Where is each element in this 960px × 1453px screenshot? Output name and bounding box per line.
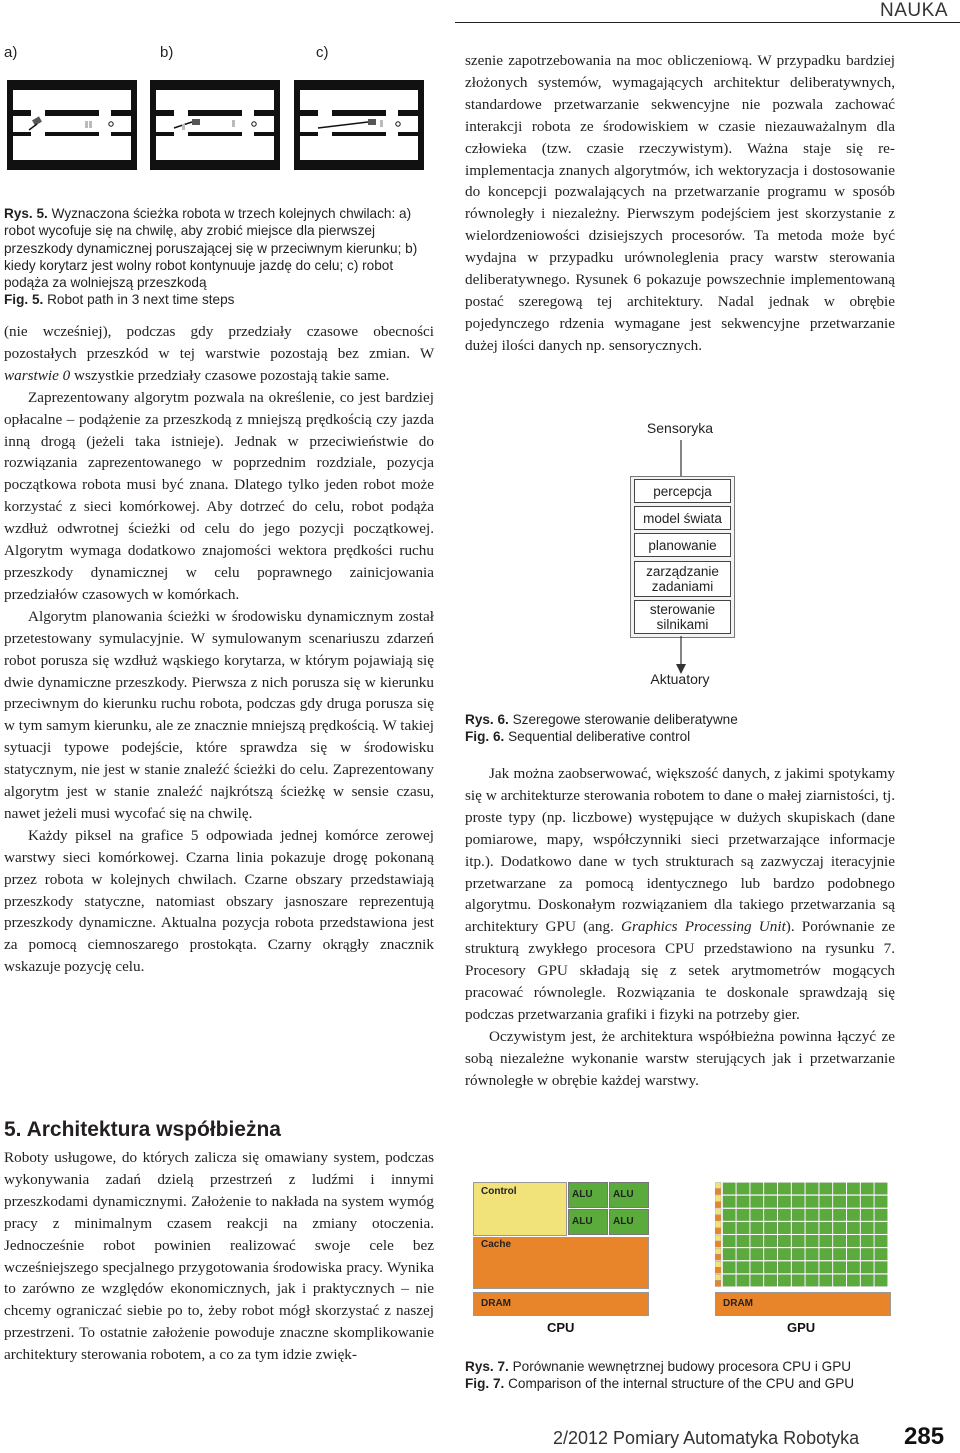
gpu-alu-cell <box>833 1196 845 1208</box>
gpu-alu-cell <box>723 1262 735 1274</box>
gpu-control-cell <box>715 1183 721 1189</box>
cpu-label: CPU <box>547 1320 575 1335</box>
header-rule <box>455 22 960 23</box>
gpu-alu-cell <box>861 1183 873 1195</box>
left-column-lower <box>4 1147 434 1366</box>
gpu-alu-cell <box>847 1275 859 1287</box>
paragraph-text: Jak można zaobserwować, większość danych, z jakimi spotykamy się w architekturze sterowania robotem to dane o małej ziarnistości, tj. proste typy (np. liczbowe) występujące w dużych skupiskach (dane pomiarowe, mapy, współczynniki sieci przetwarzające informacje itp.). Dodatkowo dane w tych strukturach są zazwyczaj iteracyjnie przetwarzane za pomocą identycznego lub bardzo podobnego algorytmu. Doskonałym rozwiązaniem dla takiego przetwarzania są architektury GPU (ang. <box>465 765 895 936</box>
gpu-alu-cell <box>792 1275 804 1287</box>
gpu-control-cell <box>715 1235 721 1241</box>
fig5-label-b: b) <box>160 44 174 61</box>
gpu-alu-cell <box>723 1209 735 1221</box>
gpu-alu-cell <box>751 1262 763 1274</box>
gpu-alu-cell <box>833 1275 845 1287</box>
cpu-alu-label: ALU <box>613 1216 634 1227</box>
fig6-caption-pl-label: Rys. 6. <box>465 712 509 727</box>
gpu-alu-cell <box>792 1183 804 1195</box>
gpu-alu-cell <box>751 1235 763 1247</box>
italic-term: Graphics Processing Unit <box>621 918 786 936</box>
gpu-alu-cell <box>875 1196 887 1208</box>
gpu-alu-cell <box>737 1209 749 1221</box>
gpu-alu-cell <box>806 1209 818 1221</box>
paragraph-text: ). Porównanie ze strukturą zwykłego procesora CPU przedstawiono na rysunku 7. Procesory GPU składają się z setek arytmometrów mogących pracować równolegle. Rozwiązania te doskonale sprawdzają się podczas przetwarzania grafiki i fizyki na potrzeby gier. <box>465 918 895 1023</box>
gpu-alu-cell <box>875 1262 887 1274</box>
fig6-caption-en-label: Fig. 6. <box>465 729 505 745</box>
gpu-alu-cell <box>875 1222 887 1234</box>
right-column-lower <box>465 763 895 1092</box>
left-column-upper <box>4 321 434 978</box>
fig5-panel-a <box>7 80 137 170</box>
gpu-alu-cell <box>737 1196 749 1208</box>
gpu-alu-cell <box>723 1222 735 1234</box>
gpu-alu-cell <box>792 1235 804 1247</box>
gpu-alu-cell <box>764 1209 776 1221</box>
gpu-alu-cell <box>833 1248 845 1260</box>
sensors-label: Sensoryka <box>646 420 714 436</box>
gpu-alu-cell <box>820 1196 832 1208</box>
gpu-alu-cell <box>723 1235 735 1247</box>
gpu-alu-cell <box>861 1248 873 1260</box>
fig6-caption <box>465 711 895 746</box>
gpu-alu-cell <box>737 1275 749 1287</box>
gpu-alu-cell <box>737 1262 749 1274</box>
gpu-alu-cell <box>778 1222 790 1234</box>
gpu-alu-cell <box>806 1222 818 1234</box>
gpu-cache-cell <box>715 1215 721 1221</box>
gpu-alu-cell <box>820 1275 832 1287</box>
gpu-alu-cell <box>847 1235 859 1247</box>
gpu-alu-cell <box>737 1183 749 1195</box>
gpu-alu-cell <box>778 1248 790 1260</box>
gpu-alu-cell <box>806 1248 818 1260</box>
fig6-caption-en: Sequential deliberative control <box>508 729 691 745</box>
paragraph: szenie zapotrzebowania na moc obliczeniową. W przypadku bardziej złożonych systemów, wymagających architektur deliberatywnych, standardowe przetwarzanie sekwencyjne nie pozwala zachować interakcji robota ze środowiskiem w czasie niezauważalnym dla człowieka (tzw. czasie rzeczywistym). Ważna staje się re-implementacja znanych algorytmów, ich wektoryzacja i dostosowanie do koncepcji pozwalających na przetwarzanie programu w sposób równoległy i niezależny. Pierwszym podejściem jest skorzystanie z wielordzeniowości dzisiejszych procesorów. Ta metoda może być wydajna w przypadku urównoleglenia pracy warstw sterowania deliberatywnego. Rysunek 6 pokazuje powszechnie implementowaną postać szeregową tej architektury. Nadal jednak w obrębie pojedynczego rdzenia wymagane jest sekwencyjne przetwarzanie dużej ilości danych np. sensorycznych. <box>465 52 895 354</box>
gpu-label: GPU <box>787 1320 816 1335</box>
gpu-alu-cell <box>806 1183 818 1195</box>
gpu-alu-cell <box>875 1209 887 1221</box>
gpu-cache-cell <box>715 1267 721 1273</box>
gpu-alu-cell <box>820 1183 832 1195</box>
gpu-alu-cell <box>820 1222 832 1234</box>
gpu-alu-cell <box>820 1235 832 1247</box>
section-title: 5. Architektura współbieżna <box>4 1118 281 1141</box>
gpu-alu-cell <box>751 1248 763 1260</box>
fig7-caption-en-label: Fig. 7. <box>465 1376 505 1392</box>
paragraph <box>465 763 895 1026</box>
fig6-box-planning: planowanie <box>634 533 731 557</box>
gpu-alu-cell <box>833 1222 845 1234</box>
footer-journal: 2/2012 Pomiary Automatyka Robotyka <box>553 1428 860 1448</box>
gpu-alu-cell <box>861 1235 873 1247</box>
cpu-alu-label: ALU <box>613 1189 634 1200</box>
cpu-dram-label: DRAM <box>481 1298 511 1309</box>
gpu-alu-cell <box>833 1235 845 1247</box>
gpu-alu-cell <box>792 1222 804 1234</box>
gpu-cache-cell <box>715 1280 721 1286</box>
gpu-alu-cell <box>833 1183 845 1195</box>
gpu-alu-cell <box>764 1235 776 1247</box>
fig5-caption-pl: Wyznaczona ścieżka robota w trzech kolejnych chwilach: a) robot wycofuje się na chwilę, aby zrobić miejsce dla pierwszej przeszkody dynamicznej poruszającej się w przeciwnym kierunku; b) kiedy korytarz jest wolny robot kontynuuje jazdę do celu; c) robot podąża za wolniejszą przeszkodą <box>4 206 418 291</box>
fig5-caption-en-label: Fig. 5. <box>4 292 44 308</box>
italic-term: warstwie 0 <box>4 366 71 384</box>
fig6-box-motor-control: sterowanie silnikami <box>634 600 731 634</box>
gpu-alu-cell <box>751 1275 763 1287</box>
fig5-panel-c <box>294 80 424 170</box>
fig7-caption <box>465 1358 895 1393</box>
paragraph <box>4 321 434 387</box>
gpu-alu-cell <box>792 1248 804 1260</box>
gpu-cache-cell <box>715 1254 721 1260</box>
gpu-alu-cell <box>723 1275 735 1287</box>
fig6-box-world-model: model świata <box>634 506 731 530</box>
gpu-alu-cell <box>778 1209 790 1221</box>
right-column-upper <box>465 50 895 357</box>
gpu-alu-cell <box>847 1222 859 1234</box>
gpu-control-cell <box>715 1196 721 1202</box>
gpu-alu-cell <box>751 1222 763 1234</box>
gpu-alu-cell <box>820 1248 832 1260</box>
gpu-control-cell <box>715 1248 721 1254</box>
gpu-alu-cell <box>778 1235 790 1247</box>
actuators-label: Aktuatory <box>650 671 710 687</box>
gpu-control-cell <box>715 1261 721 1267</box>
gpu-alu-cell <box>778 1275 790 1287</box>
fig5-caption-en: Robot path in 3 next time steps <box>47 292 235 308</box>
gpu-alu-cell <box>875 1248 887 1260</box>
gpu-cache-cell <box>715 1189 721 1195</box>
gpu-alu-cell <box>778 1262 790 1274</box>
gpu-alu-cell <box>861 1275 873 1287</box>
gpu-alu-cell <box>764 1262 776 1274</box>
fig6-box-percepcja: percepcja <box>634 479 731 503</box>
fig7-gpu-diagram <box>715 1182 895 1337</box>
gpu-alu-cell <box>737 1235 749 1247</box>
fig6-diagram <box>620 420 750 700</box>
cpu-alu-label: ALU <box>572 1189 593 1200</box>
cpu-cache-label: Cache <box>481 1239 512 1250</box>
gpu-control-cell <box>715 1222 721 1228</box>
page-number: 285 <box>904 1423 945 1450</box>
gpu-cache-cell <box>715 1241 721 1247</box>
paragraph: Każdy piksel na grafice 5 odpowiada jednej komórce zerowej warstwy sieci komórkowej. Czarna linia pokazuje drogę pokonaną przez robota w kolejnych chwilach. Czarne obszary przedstawiają przeszkody statyczne, natomiast obszary jasnoszare reprezentują przeszkody dynamiczne. Aktualna pozycja robota przedstawiona jest za pomocą ciemnoszarego prostokąta. Czarny okrągły znacznik wskazuje pozycję celu. <box>4 826 434 976</box>
fig5-panel-b <box>150 80 280 170</box>
gpu-cache-cell <box>715 1202 721 1208</box>
gpu-alu-cell <box>847 1262 859 1274</box>
gpu-core-grid <box>715 1182 890 1287</box>
fig7-caption-pl: Porównanie wewnętrznej budowy procesora CPU i GPU <box>512 1359 852 1374</box>
gpu-alu-cell <box>792 1262 804 1274</box>
gpu-alu-cell <box>806 1196 818 1208</box>
gpu-alu-cell <box>764 1183 776 1195</box>
paragraph: Zaprezentowany algorytm pozwala na określenie, co jest bardziej opłacalne – podążenie za przeszkodą z mniejszą prędkością czy jazda inną drogą (jeżeli taka istnieje). Jednak w przeciwieństwie do rozwiązania zaprezentowanego w poprzednim rozdziale, pozycja początkowa robota musi być znana. Dlatego tylko jeden robot może korzystać z sieci komórkowej. Aby dotrzeć do celu, robot podąża wzdłuż odwrotnej ścieżki od celu do jego pozycji początkowej. Algorytm wymaga dodatkowo znajomości wektora prędkości ruchu przeszkody dynamicznej w celu poprawnego zainicjowania przedziałów czasowych w komórkach. <box>4 388 434 603</box>
gpu-alu-cell <box>847 1196 859 1208</box>
gpu-alu-cell <box>737 1248 749 1260</box>
fig5-label-a: a) <box>4 44 18 61</box>
gpu-control-cell <box>715 1209 721 1215</box>
gpu-alu-cell <box>806 1275 818 1287</box>
gpu-alu-cell <box>820 1209 832 1221</box>
gpu-alu-cell <box>751 1196 763 1208</box>
gpu-alu-cell <box>792 1209 804 1221</box>
gpu-alu-cell <box>764 1222 776 1234</box>
paragraph: Oczywistym jest, że architektura współbieżna powinna łączyć ze sobą niezależne wykonanie warstw sterujących jak i przetwarzanie równoległe w obrębie każdej warstwy. <box>465 1027 895 1089</box>
gpu-alu-cell <box>806 1235 818 1247</box>
gpu-alu-cell <box>751 1209 763 1221</box>
gpu-alu-cell <box>847 1248 859 1260</box>
gpu-alu-cell <box>764 1275 776 1287</box>
gpu-alu-cell <box>875 1183 887 1195</box>
fig5-caption <box>4 205 434 309</box>
gpu-alu-cell <box>737 1222 749 1234</box>
gpu-alu-cell <box>833 1209 845 1221</box>
gpu-alu-cell <box>847 1209 859 1221</box>
gpu-alu-cell <box>861 1262 873 1274</box>
fig5-label-c: c) <box>316 44 329 61</box>
cpu-alu-label: ALU <box>572 1216 593 1227</box>
gpu-alu-cell <box>723 1248 735 1260</box>
fig7-caption-en: Comparison of the internal structure of the CPU and GPU <box>508 1376 855 1392</box>
gpu-alu-cell <box>820 1262 832 1274</box>
fig7-caption-pl-label: Rys. 7. <box>465 1359 509 1374</box>
gpu-alu-cell <box>806 1262 818 1274</box>
paragraph-text: (nie wcześniej), podczas gdy przedziały czasowe obecności pozostałych przeszkód w tej warstwie pozostają bez zmian. W <box>4 323 434 362</box>
paragraph: Algorytm planowania ścieżki w środowisku dynamicznym został przetestowany symulacyjnie. W symulowanym scenariuszu zdarzeń robot porusza się wzdłuż wąskiego korytarza, w którym pojawiają się dwie dynamiczne przeszkody. Pierwsza z nich porusza się w kierunku przeciwnym do kierunku ruchu robota, podczas gdy druga porusza się w tym samym kierunku, ale ze znacznie mniejszą prędkością. W takiej sytuacji typowe podejście, które sprawdza się w środowisku statycznym, nie jest w stanie znaleźć ścieżki do celu. Zaprezentowany algorytm jest w stanie znaleźć najkrótszą ścieżkę w sensie czasu, nawet jeżeli musi wycofać się na chwilę. <box>4 607 434 822</box>
gpu-alu-cell <box>764 1196 776 1208</box>
gpu-alu-cell <box>764 1248 776 1260</box>
gpu-alu-cell <box>723 1196 735 1208</box>
gpu-alu-cell <box>778 1183 790 1195</box>
fig6-caption-pl: Szeregowe sterowanie deliberatywne <box>512 712 738 727</box>
gpu-alu-cell <box>751 1183 763 1195</box>
gpu-cache-cell <box>715 1228 721 1234</box>
gpu-alu-cell <box>792 1196 804 1208</box>
fig5-caption-pl-label: Rys. 5. <box>4 206 48 221</box>
paragraph: Roboty usługowe, do których zalicza się omawiany system, podczas wykonywania zadań dzielą przestrzeń z ludźmi i innymi przeszkodami dynamicznymi. Założenie to nakłada na system wymóg pracy z minimalnym czasem reakcji na zmiany otoczenia. Jednocześnie robot powinien realizować swoje cele bez wcześniejszego specjalnego przygotowania środowiska pracy. Wynika to zarówno ze względów ekonomicznych, jak i praktycznych – nie chcemy ograniczać siebie po to, żeby robot mógł skorzystać z naszej przestrzeni. To ostatnie założenie powoduje znaczne skomplikowanie architektury sterowania robotem, a co za tym idzie zwięk- <box>4 1149 434 1364</box>
gpu-alu-cell <box>861 1222 873 1234</box>
gpu-alu-cell <box>778 1196 790 1208</box>
gpu-alu-cell <box>861 1209 873 1221</box>
gpu-alu-cell <box>723 1183 735 1195</box>
cpu-control-label: Control <box>481 1186 517 1197</box>
fig6-box-task-management: zarządzanie zadaniami <box>634 561 731 597</box>
paragraph-text: wszystkie przedziały czasowe pozostają takie same. <box>74 366 390 384</box>
section-header: NAUKA <box>880 0 948 21</box>
gpu-alu-cell <box>875 1275 887 1287</box>
gpu-alu-cell <box>875 1235 887 1247</box>
gpu-alu-cell <box>847 1183 859 1195</box>
gpu-control-cell <box>715 1274 721 1280</box>
fig7-cpu-diagram <box>473 1182 653 1337</box>
arrow-down-icon <box>676 636 686 674</box>
gpu-alu-cell <box>861 1196 873 1208</box>
gpu-alu-cell <box>833 1262 845 1274</box>
gpu-dram-label: DRAM <box>723 1298 753 1309</box>
